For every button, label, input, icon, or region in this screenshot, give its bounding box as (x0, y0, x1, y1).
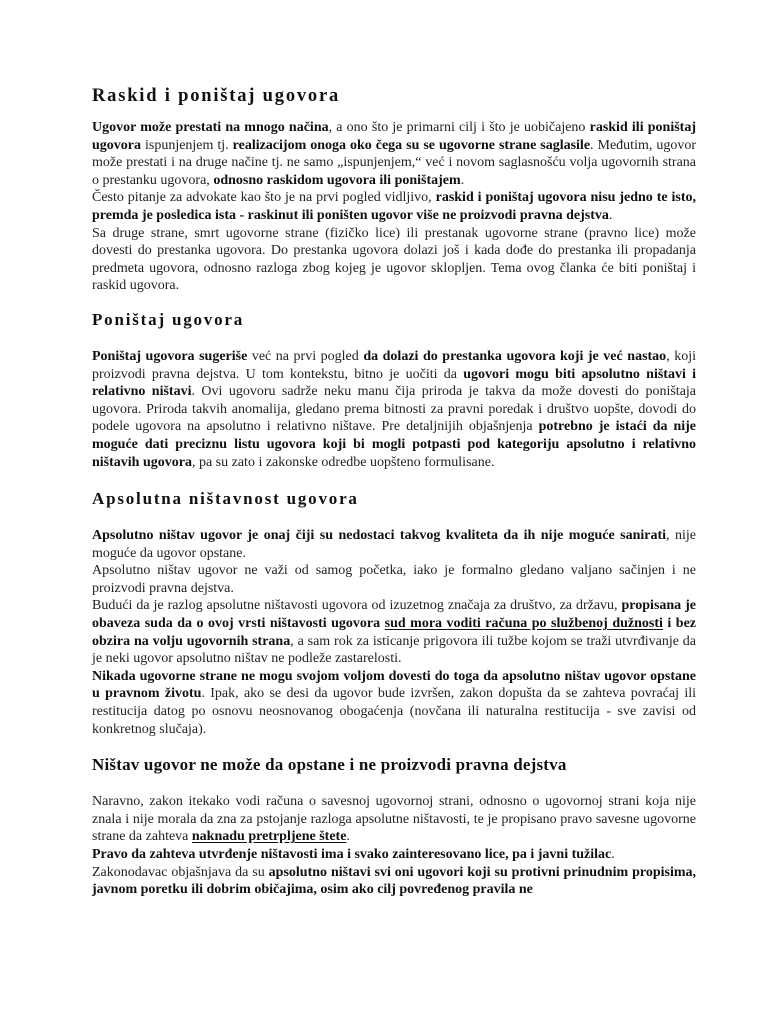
bold-text-run: ugovori mogu biti apsolutno ništavi i relativno ništavi (92, 366, 696, 400)
text-run: . (608, 207, 613, 223)
ponistaj-paragraph-1 (92, 348, 696, 471)
bold-text-run: apsolutno ništavi svi oni ugovori koji su protivni prinudnim propisima, javnom poretku ili dobrim običajima, osim ako cilj povređenog pravila ne (92, 864, 696, 898)
text-run: , a sam rok za isticanje prigovora ili tužbe kojom se traži utvrđivanje da je neki ugovor apsolutno ništav ne podleže zastarelosti. (92, 633, 696, 667)
apsolutna-paragraph-2 (92, 562, 696, 597)
text-run: , pa su zato i zakonske odredbe uopšteno formulisane. (191, 454, 495, 470)
text-run: . (611, 847, 615, 862)
section-heading-apsolutna: Apsolutna ništavnost ugovora (92, 489, 359, 509)
bold-text-run: naknadu pretrpljene štete (191, 829, 347, 845)
text-run: . Međutim, ugovor može prestati i na druge načine tj. ne samo „ispunjenjem,“ već i novom saglasnošću volja ugovornih strana o prestanku ugovora, (92, 137, 696, 188)
document-title: Raskid i poništaj ugovora (92, 86, 341, 106)
bold-text-run: Ugovor može prestati na mnogo načina (92, 120, 329, 135)
text-run: . Ovi ugovoru sadrže neku manu čija priroda je takva da može dovesti do poništaja ugovora. Priroda takvih anomalija, gledano prema bitnosti za pravni poredak i društvo uopšte, dovodi do podele ugovora na apsolutno i relativno ništave. Pre detaljnijih objašnjenja (92, 384, 697, 435)
text-run: ispunjenjem tj. (141, 137, 233, 153)
section-heading-ponistaj: Poništaj ugovora (92, 309, 245, 329)
text-run: , a ono što je primarni cilj i što je uobičajeno (328, 120, 590, 135)
nistav-paragraph-2 (92, 846, 696, 864)
text-run: Sa druge strane, smrt ugovorne strane (fizičko lice) ili prestanak ugovorne strane (pravno lice) može dovesti do prestanka ugovora. Do prestanka ugovora dolazi još i kada dođe do prestanka ili propadanja predmeta ugovora, odnosno razloga zbog kojeg je ugovor sklopljen. Tema ovog članka će biti poništaj i raskid ugovora. (92, 225, 696, 294)
nistav-paragraph-3 (92, 864, 696, 899)
intro-paragraph-2 (92, 189, 696, 224)
intro-paragraph-1 (92, 119, 696, 189)
text-run: . (346, 829, 350, 845)
bold-text-run: odnosno raskidom ugovora ili poništajem (213, 172, 461, 188)
text-run: Često pitanje za advokate kao što je na prvi pogled vidljivo, (92, 190, 436, 206)
bold-text-run: raskid i poništaj ugovora nisu jedno te isto, premda je posledica ista - raskinut ili poništen ugovor više ne proizvodi pravna dejstva (92, 190, 697, 223)
text-run: , koji proizvodi pravna dejstva. U tom kontekstu, bitno je uočiti da (92, 348, 697, 382)
text-run: Budući da je razlog apsolutne ništavosti ugovora od izuzetnog značaja za društvo, za državu, (92, 598, 622, 614)
text-run: , nije moguće da ugovor opstane. (92, 528, 697, 561)
bold-text-run: raskid ili poništaj ugovora (92, 120, 696, 153)
apsolutna-paragraph-1 (92, 527, 696, 562)
bold-text-run: propisana je obaveza suda da o ovoj vrsti ništavosti ugovora (92, 598, 696, 632)
intro-paragraph-3 (92, 225, 696, 295)
nistav-paragraph-1 (92, 793, 696, 846)
bold-text-run: Nikada ugovorne strane ne mogu svojom voljom dovesti do toga da apsolutno ništav ugovor opstane u pravnom životu (92, 668, 696, 702)
text-run: Zakonodavac objašnjava da su (92, 864, 269, 880)
bold-text-run: Apsolutno ništav ugovor je onaj čiji su nedostaci takvog kvaliteta da ih nije moguće sanirati (92, 528, 667, 544)
text-run: već na prvi pogled (247, 348, 364, 364)
bold-text-run: da dolazi do prestanka ugovora koji je već nastao (363, 348, 667, 364)
text-run: Apsolutno ništav ugovor ne važi od samog početka, iako je formalno gledano valjano sačinjen i ne proizvodi pravna dejstva. (92, 563, 696, 596)
apsolutna-paragraph-4 (92, 668, 696, 738)
bold-text-run: realizacijom onoga oko čega su se ugovorne strane saglasile (232, 137, 591, 153)
apsolutna-paragraph-3 (92, 597, 696, 667)
bold-text-run: Poništaj ugovora sugeriše (92, 348, 248, 364)
section-heading-nistav: Ništav ugovor ne može da opstane i ne proizvodi pravna dejstva (92, 755, 567, 775)
text-run: . Ipak, ako se desi da ugovor bude izvršen, zakon dopušta da se zahteva povraćaj ili restitucija datog po osnovu neosnovanog obogaćenja (novčana ili naturalna restitucija - sve zavisi od konkretnog slučaja). (92, 686, 696, 737)
text-run: Naravno, zakon itekako vodi računa o savesnoj ugovornoj strani, odnosno o ugovornoj strani koja nije znala i nije morala da zna za pstojanje razloga apsolutne ništavosti, te je propisano pravo savesne ugovorne strane da zahteva (92, 794, 696, 845)
bold-text-run: i bez obzira na volju ugovornih strana (92, 616, 696, 649)
bold-text-run: potrebno je istaći da nije moguće dati preciznu listu ugovora koji bi mogli potpasti pod kategoriju apsolutno i relativno ništavih ugovora (92, 419, 697, 470)
bold-text-run: sud mora voditi računa po službenoj dužnosti (384, 616, 663, 632)
bold-text-run: Pravo da zahteva utvrđenje ništavosti ima i svako zainteresovano lice, pa i javni tužilac (92, 847, 612, 862)
text-run: . (460, 172, 465, 188)
